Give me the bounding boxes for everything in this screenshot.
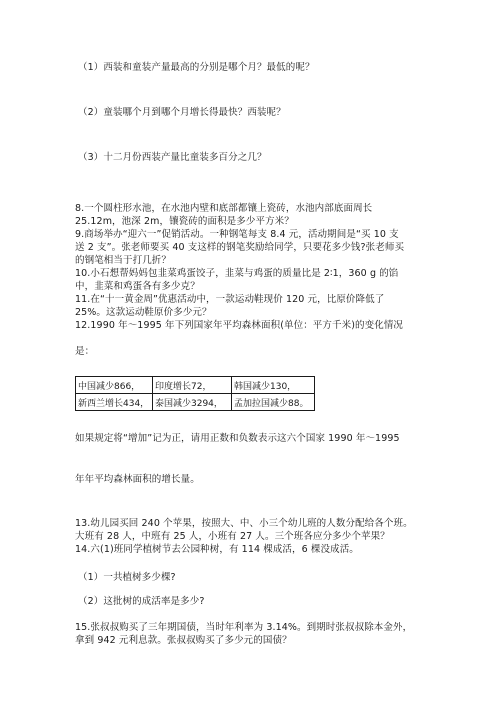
question-10-line-2: 中，韭菜和鸡蛋各有多少克？	[75, 281, 200, 292]
table-cell: 中国减少866，	[76, 377, 153, 394]
question-11-line-2: 25%。这款运动鞋原价多少元？	[75, 307, 212, 318]
question-12-line-3: 如果规定将“增加”记为正，请用正数和负数表示这六个国家 1990 年～1995	[75, 433, 400, 444]
table-cell: 孟加拉国减少88。	[232, 394, 315, 411]
question-12-line-4: 年年平均森林面积的增长量。	[75, 474, 200, 485]
question-7-sub-1: （1）西装和童装产量最高的分别是哪个月？最低的呢？	[78, 62, 315, 73]
question-15-line-1: 15.张叔叔购买了三年期国债，当时年利率为 3.14%。到期时张叔叔除本金外，	[75, 622, 413, 633]
question-9-line-2: 送 2 支”。张老师要买 40 支这样的钢笔奖励给同学，只要花多少钱?张老师买	[75, 242, 405, 253]
question-13-line-2: 大班有 28 人，中班有 25 人，小班有 27 人。三个班各应分多少个苹果？	[75, 531, 390, 542]
question-9-line-3: 的钢笔相当于打几折？	[75, 255, 172, 266]
forest-change-table	[75, 376, 315, 411]
table-cell: 印度增长72，	[153, 377, 232, 394]
question-7-sub-3: （3）十二月份西装产量比童装多百分之几？	[78, 152, 267, 163]
question-13-line-1: 13.幼儿园买回 240 个苹果，按照大、中、小三个幼儿班的人数分配给各个班。	[75, 518, 413, 529]
question-8-line-1: 8.一个圆柱形水池，在水池内壁和底部都镶上瓷砖，水池内部底面周长	[75, 203, 373, 214]
question-12-line-1: 12.1990 年～1995 年下列国家年平均森林面积(单位：平方千米)的变化情况	[75, 320, 404, 331]
question-8-line-2: 25.12m，池深 2m，镶瓷砖的面积是多少平方米？	[75, 216, 294, 227]
question-12-line-2: 是：	[75, 346, 95, 357]
question-10-line-1: 10.小石想帮妈妈包韭菜鸡蛋饺子，韭菜与鸡蛋的质量比是 2∶1，360 g 的馅	[75, 268, 399, 279]
question-15-line-2: 拿到 942 元利息款。张叔叔购买了多少元的国债？	[75, 635, 292, 646]
question-14-sub-2: （2）这批树的成活率是多少?	[78, 596, 205, 607]
table-row	[76, 377, 315, 394]
question-14-line-1: 14.六(1)班同学植树节去公园种树，有 114 棵成活，6 棵没成活。	[75, 544, 359, 555]
question-7-sub-2: （2）童装哪个月到哪个月增长得最快？西装呢？	[78, 107, 286, 118]
table-cell: 新西兰增长434，	[76, 394, 153, 411]
question-11-line-1: 11.在“十一黄金周”优惠活动中，一款运动鞋现价 120 元，比原价降低了	[75, 294, 385, 305]
table-row	[76, 394, 315, 411]
table-cell: 泰国减少3294，	[153, 394, 232, 411]
question-9-line-1: 9.商场举办“迎六一”促销活动。一种钢笔每支 8.4 元，活动期间是“买 10 支	[75, 229, 399, 240]
question-14-sub-1: （1）一共植树多少棵?	[78, 572, 176, 583]
table-cell: 韩国减少130，	[232, 377, 315, 394]
